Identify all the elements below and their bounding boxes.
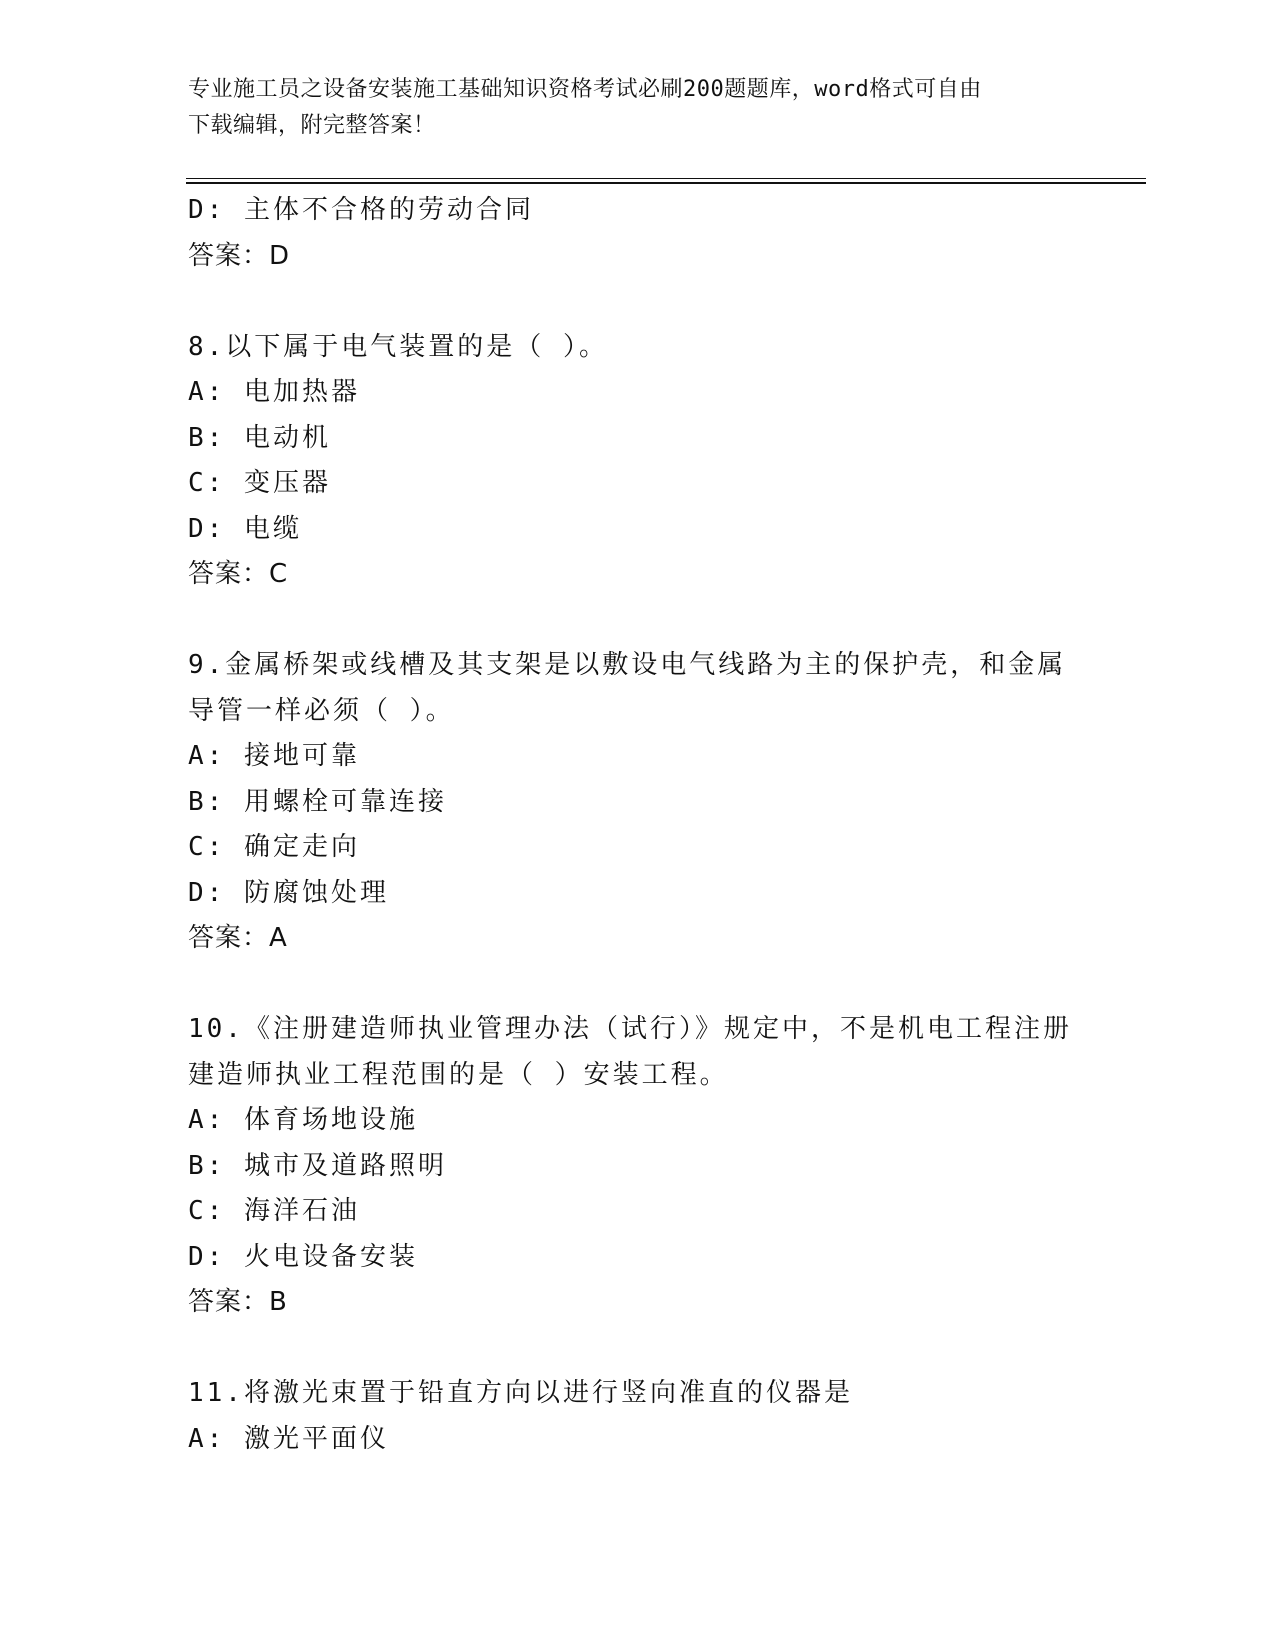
spacer [188,598,1088,644]
question-8 [188,325,1088,598]
answer-line: 答案：D [188,240,291,271]
question-10 [188,1007,1088,1326]
option-a: A: 体育场地设施 [188,1105,418,1135]
option-a: A: 电加热器 [188,377,360,407]
spacer [188,279,1088,325]
partial-question [188,188,1088,279]
spacer [188,962,1088,1008]
question-stem [188,1371,1088,1417]
option-d: D: 火电设备安装 [188,1241,418,1272]
option-c: C: 海洋石油 [188,1196,360,1226]
option-d: D: 防腐蚀处理 [188,877,389,908]
stem-line: 11.将激光束置于铅直方向以进行竖向准直的仪器是 [188,1378,853,1408]
question-content [188,188,1088,1462]
stem-line: 9.金属桥架或线槽及其支架是以敷设电气线路为主的保护壳，和金属 [188,650,1067,680]
option-a: A: 激光平面仪 [188,1423,389,1454]
question-11 [188,1371,1088,1462]
question-stem [188,325,1088,371]
document-header [188,72,1068,144]
question-stem [188,643,1088,734]
header-rule-thick [186,182,1146,184]
header-line-1: 专业施工员之设备安装施工基础知识资格考试必刷200题题库，word格式可自由 [188,77,982,102]
option-a: A: 接地可靠 [188,741,360,771]
header-line-2: 下载编辑，附完整答案！ [188,113,436,138]
option-b: B: 城市及道路照明 [188,1150,447,1181]
answer-line: 答案：B [188,1287,288,1317]
spacer [188,1326,1088,1372]
stem-line: 10.《注册建造师执业管理办法（试行）》规定中，不是机电工程注册 [188,1014,1072,1044]
option-c: C: 确定走向 [188,832,360,862]
question-9 [188,643,1088,962]
header-rule-thin [186,178,1146,179]
option-d: D: 主体不合格的劳动合同 [188,195,534,225]
option-b: B: 用螺栓可靠连接 [188,786,447,817]
answer-line: 答案：C [188,559,289,589]
stem-line: 8.以下属于电气装置的是（ ）。 [188,331,608,362]
stem-line: 导管一样必须（ ）。 [188,695,455,726]
option-b: B: 电动机 [188,422,331,453]
stem-line: 建造师执业工程范围的是（ ）安装工程。 [188,1059,729,1090]
answer-line: 答案：A [188,923,288,953]
option-c: C: 变压器 [188,468,331,498]
question-stem [188,1007,1088,1098]
option-d: D: 电缆 [188,513,302,544]
